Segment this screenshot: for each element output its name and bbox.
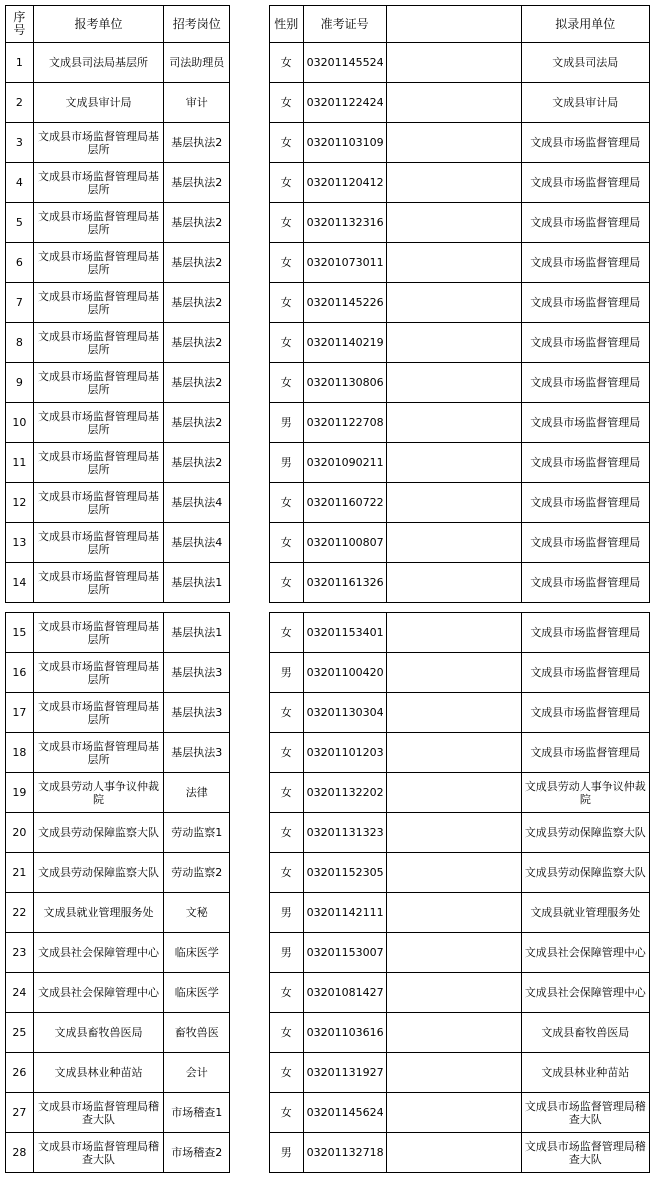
post-cell: 基层执法2: [164, 283, 230, 323]
table-row: [6, 243, 650, 283]
gender-cell: 女: [269, 813, 303, 853]
gender-cell: 女: [269, 853, 303, 893]
hire-cell: 文成县市场监督管理局: [521, 523, 649, 563]
hire-cell: 文成县社会保障管理中心: [521, 933, 649, 973]
seq-cell: 18: [6, 733, 34, 773]
hire-cell: 文成县市场监督管理局: [521, 163, 649, 203]
gender-cell: 女: [269, 1013, 303, 1053]
unit-cell: 文成县市场监督管理局基层所: [33, 323, 163, 363]
ticket-cell: 03201145624: [303, 1093, 386, 1133]
header-ticket: 准考证号: [303, 6, 386, 43]
unit-cell: 文成县市场监督管理局基层所: [33, 123, 163, 163]
ticket-cell: 03201090211: [303, 443, 386, 483]
post-cell: 基层执法2: [164, 363, 230, 403]
seq-cell: 24: [6, 973, 34, 1013]
hire-cell: 文成县市场监督管理局: [521, 283, 649, 323]
blank-cell: [386, 43, 521, 83]
gap-cell: [230, 243, 269, 283]
gender-cell: 女: [269, 483, 303, 523]
table-row: [6, 893, 650, 933]
unit-cell: 文成县市场监督管理局基层所: [33, 523, 163, 563]
post-cell: 基层执法2: [164, 323, 230, 363]
gap-cell: [230, 563, 269, 603]
gender-cell: 男: [269, 1133, 303, 1173]
gap-cell: [230, 403, 269, 443]
hire-cell: 文成县市场监督管理局稽查大队: [521, 1093, 649, 1133]
post-cell: 基层执法2: [164, 403, 230, 443]
gap-cell: [230, 83, 269, 123]
seq-cell: 2: [6, 83, 34, 123]
post-cell: 审计: [164, 83, 230, 123]
gender-cell: 女: [269, 83, 303, 123]
unit-cell: 文成县市场监督管理局基层所: [33, 363, 163, 403]
post-cell: 基层执法2: [164, 443, 230, 483]
ticket-cell: 03201132718: [303, 1133, 386, 1173]
blank-cell: [386, 973, 521, 1013]
post-cell: 会计: [164, 1053, 230, 1093]
gap-cell: [230, 523, 269, 563]
ticket-cell: 03201130806: [303, 363, 386, 403]
seq-cell: 7: [6, 283, 34, 323]
unit-cell: 文成县市场监督管理局基层所: [33, 693, 163, 733]
unit-cell: 文成县社会保障管理中心: [33, 973, 163, 1013]
ticket-cell: 03201160722: [303, 483, 386, 523]
gap-cell: [230, 283, 269, 323]
ticket-cell: 03201130304: [303, 693, 386, 733]
table-row: [6, 323, 650, 363]
unit-cell: 文成县司法局基层所: [33, 43, 163, 83]
post-cell: 基层执法4: [164, 483, 230, 523]
unit-cell: 文成县就业管理服务处: [33, 893, 163, 933]
blank-cell: [386, 283, 521, 323]
gender-cell: 女: [269, 973, 303, 1013]
post-cell: 文秘: [164, 893, 230, 933]
ticket-cell: 03201140219: [303, 323, 386, 363]
unit-cell: 文成县市场监督管理局基层所: [33, 283, 163, 323]
header-row: [6, 6, 650, 43]
unit-cell: 文成县市场监督管理局基层所: [33, 653, 163, 693]
post-cell: 基层执法2: [164, 163, 230, 203]
seq-cell: 17: [6, 693, 34, 733]
seq-cell: 23: [6, 933, 34, 973]
seq-cell: 27: [6, 1093, 34, 1133]
blank-cell: [386, 83, 521, 123]
unit-cell: 文成县畜牧兽医局: [33, 1013, 163, 1053]
unit-cell: 文成县市场监督管理局基层所: [33, 563, 163, 603]
gender-cell: 男: [269, 933, 303, 973]
table-row: [6, 523, 650, 563]
table-row: [6, 613, 650, 653]
blank-cell: [386, 203, 521, 243]
seq-cell: 10: [6, 403, 34, 443]
gap-cell: [230, 203, 269, 243]
seq-cell: 3: [6, 123, 34, 163]
ticket-cell: 03201101203: [303, 733, 386, 773]
header-seq: 序号: [6, 6, 34, 43]
hire-cell: 文成县市场监督管理局: [521, 363, 649, 403]
unit-cell: 文成县市场监督管理局基层所: [33, 163, 163, 203]
seq-cell: 9: [6, 363, 34, 403]
seq-cell: 4: [6, 163, 34, 203]
gap-cell: [230, 43, 269, 83]
table-row: [6, 563, 650, 603]
hire-cell: 文成县市场监督管理局: [521, 443, 649, 483]
post-cell: 基层执法1: [164, 563, 230, 603]
header-gender: 性别: [269, 6, 303, 43]
table-row: [6, 1013, 650, 1053]
post-cell: 劳动监察2: [164, 853, 230, 893]
gap-cell: [230, 1053, 269, 1093]
post-cell: 基层执法2: [164, 243, 230, 283]
header-gap: [230, 6, 269, 43]
ticket-cell: 03201103616: [303, 1013, 386, 1053]
table-row: [6, 403, 650, 443]
blank-cell: [386, 613, 521, 653]
gap-cell: [230, 483, 269, 523]
post-cell: 市场稽查2: [164, 1133, 230, 1173]
hire-cell: 文成县劳动保障监察大队: [521, 853, 649, 893]
ticket-cell: 03201132316: [303, 203, 386, 243]
post-cell: 基层执法3: [164, 653, 230, 693]
gap-cell: [230, 443, 269, 483]
gender-cell: 女: [269, 733, 303, 773]
unit-cell: 文成县市场监督管理局基层所: [33, 483, 163, 523]
post-cell: 基层执法3: [164, 733, 230, 773]
post-cell: 法律: [164, 773, 230, 813]
gender-cell: 男: [269, 893, 303, 933]
table-row: [6, 83, 650, 123]
blank-cell: [386, 163, 521, 203]
seq-cell: 21: [6, 853, 34, 893]
blank-cell: [386, 653, 521, 693]
gap-cell: [230, 773, 269, 813]
post-cell: 基层执法1: [164, 613, 230, 653]
ticket-cell: 03201122424: [303, 83, 386, 123]
ticket-cell: 03201153007: [303, 933, 386, 973]
table-row: [6, 283, 650, 323]
hire-cell: 文成县劳动保障监察大队: [521, 813, 649, 853]
gender-cell: 女: [269, 43, 303, 83]
seq-cell: 28: [6, 1133, 34, 1173]
hire-cell: 文成县市场监督管理局: [521, 563, 649, 603]
unit-cell: 文成县劳动保障监察大队: [33, 813, 163, 853]
hire-cell: 文成县畜牧兽医局: [521, 1013, 649, 1053]
blank-cell: [386, 1013, 521, 1053]
blank-cell: [386, 123, 521, 163]
blank-cell: [386, 773, 521, 813]
gender-cell: 男: [269, 653, 303, 693]
post-cell: 畜牧兽医: [164, 1013, 230, 1053]
table-row: [6, 1053, 650, 1093]
gender-cell: 女: [269, 363, 303, 403]
seq-cell: 22: [6, 893, 34, 933]
gap-cell: [230, 933, 269, 973]
table-row: [6, 653, 650, 693]
gap-cell: [230, 1013, 269, 1053]
gap-cell: [230, 613, 269, 653]
post-cell: 临床医学: [164, 973, 230, 1013]
gap-cell: [230, 893, 269, 933]
unit-cell: 文成县市场监督管理局基层所: [33, 443, 163, 483]
seq-cell: 5: [6, 203, 34, 243]
seq-cell: 14: [6, 563, 34, 603]
table-row: [6, 1133, 650, 1173]
hire-cell: 文成县市场监督管理局: [521, 243, 649, 283]
blank-cell: [386, 1133, 521, 1173]
header-unit: 报考单位: [33, 6, 163, 43]
blank-cell: [386, 853, 521, 893]
ticket-cell: 03201145226: [303, 283, 386, 323]
hire-cell: 文成县市场监督管理局稽查大队: [521, 1133, 649, 1173]
table-row: [6, 773, 650, 813]
seq-cell: 15: [6, 613, 34, 653]
blank-cell: [386, 933, 521, 973]
blank-cell: [386, 1053, 521, 1093]
ticket-cell: 03201153401: [303, 613, 386, 653]
gender-cell: 女: [269, 523, 303, 563]
blank-cell: [386, 693, 521, 733]
table-row: [6, 853, 650, 893]
table-row: [6, 203, 650, 243]
blank-cell: [386, 323, 521, 363]
hire-cell: 文成县司法局: [521, 43, 649, 83]
hire-cell: 文成县市场监督管理局: [521, 653, 649, 693]
post-cell: 劳动监察1: [164, 813, 230, 853]
table-row: [6, 443, 650, 483]
hire-cell: 文成县社会保障管理中心: [521, 973, 649, 1013]
gap-cell: [230, 733, 269, 773]
unit-cell: 文成县市场监督管理局基层所: [33, 613, 163, 653]
seq-cell: 13: [6, 523, 34, 563]
hire-cell: 文成县市场监督管理局: [521, 203, 649, 243]
gap-cell: [230, 1133, 269, 1173]
gender-cell: 女: [269, 693, 303, 733]
blank-cell: [386, 483, 521, 523]
gap-cell: [230, 363, 269, 403]
hire-cell: 文成县就业管理服务处: [521, 893, 649, 933]
header-post: 招考岗位: [164, 6, 230, 43]
ticket-cell: 03201081427: [303, 973, 386, 1013]
table-row: [6, 163, 650, 203]
seq-cell: 1: [6, 43, 34, 83]
post-cell: 基层执法3: [164, 693, 230, 733]
gender-cell: 女: [269, 123, 303, 163]
seq-cell: 6: [6, 243, 34, 283]
gap-cell: [230, 123, 269, 163]
ticket-cell: 03201073011: [303, 243, 386, 283]
gender-cell: 女: [269, 163, 303, 203]
blank-cell: [386, 523, 521, 563]
seq-cell: 25: [6, 1013, 34, 1053]
ticket-cell: 03201131927: [303, 1053, 386, 1093]
unit-cell: 文成县劳动保障监察大队: [33, 853, 163, 893]
blank-cell: [386, 243, 521, 283]
gap-cell: [230, 163, 269, 203]
blank-cell: [386, 443, 521, 483]
unit-cell: 文成县市场监督管理局基层所: [33, 243, 163, 283]
ticket-cell: 03201120412: [303, 163, 386, 203]
blank-cell: [386, 733, 521, 773]
blank-cell: [386, 893, 521, 933]
seq-cell: 11: [6, 443, 34, 483]
hire-cell: 文成县市场监督管理局: [521, 613, 649, 653]
hire-cell: 文成县林业种苗站: [521, 1053, 649, 1093]
ticket-cell: 03201142111: [303, 893, 386, 933]
unit-cell: 文成县市场监督管理局稽查大队: [33, 1133, 163, 1173]
result-table-part2: [5, 612, 650, 1173]
blank-cell: [386, 563, 521, 603]
table-row: [6, 43, 650, 83]
gender-cell: 女: [269, 1053, 303, 1093]
post-cell: 司法助理员: [164, 43, 230, 83]
header-hire: 拟录用单位: [521, 6, 649, 43]
ticket-cell: 03201103109: [303, 123, 386, 163]
seq-cell: 26: [6, 1053, 34, 1093]
gap-cell: [230, 813, 269, 853]
blank-cell: [386, 813, 521, 853]
table-row: [6, 933, 650, 973]
seq-cell: 16: [6, 653, 34, 693]
post-cell: 基层执法4: [164, 523, 230, 563]
gender-cell: 男: [269, 403, 303, 443]
unit-cell: 文成县市场监督管理局基层所: [33, 203, 163, 243]
gender-cell: 女: [269, 323, 303, 363]
unit-cell: 文成县市场监督管理局基层所: [33, 733, 163, 773]
hire-cell: 文成县市场监督管理局: [521, 693, 649, 733]
gender-cell: 女: [269, 773, 303, 813]
ticket-cell: 03201100420: [303, 653, 386, 693]
gap-cell: [230, 973, 269, 1013]
ticket-cell: 03201132202: [303, 773, 386, 813]
gender-cell: 女: [269, 1093, 303, 1133]
gap-cell: [230, 1093, 269, 1133]
post-cell: 基层执法2: [164, 203, 230, 243]
unit-cell: 文成县审计局: [33, 83, 163, 123]
gap-cell: [230, 693, 269, 733]
unit-cell: 文成县林业种苗站: [33, 1053, 163, 1093]
table-row: [6, 483, 650, 523]
table-row: [6, 693, 650, 733]
gender-cell: 女: [269, 243, 303, 283]
hire-cell: 文成县市场监督管理局: [521, 483, 649, 523]
table-row: [6, 1093, 650, 1133]
gender-cell: 男: [269, 443, 303, 483]
blank-cell: [386, 363, 521, 403]
table-row: [6, 363, 650, 403]
hire-cell: 文成县市场监督管理局: [521, 123, 649, 163]
seq-cell: 19: [6, 773, 34, 813]
gender-cell: 女: [269, 563, 303, 603]
table-row: [6, 813, 650, 853]
ticket-cell: 03201145524: [303, 43, 386, 83]
unit-cell: 文成县市场监督管理局稽查大队: [33, 1093, 163, 1133]
ticket-cell: 03201131323: [303, 813, 386, 853]
gap-cell: [230, 653, 269, 693]
post-cell: 临床医学: [164, 933, 230, 973]
post-cell: 市场稽查1: [164, 1093, 230, 1133]
table-row: [6, 123, 650, 163]
gender-cell: 女: [269, 613, 303, 653]
gender-cell: 女: [269, 203, 303, 243]
table-row: [6, 973, 650, 1013]
ticket-cell: 03201152305: [303, 853, 386, 893]
ticket-cell: 03201161326: [303, 563, 386, 603]
unit-cell: 文成县劳动人事争议仲裁院: [33, 773, 163, 813]
table-row: [6, 733, 650, 773]
hire-cell: 文成县审计局: [521, 83, 649, 123]
blank-cell: [386, 1093, 521, 1133]
hire-cell: 文成县市场监督管理局: [521, 323, 649, 363]
gap-cell: [230, 323, 269, 363]
result-table-part1: [5, 5, 650, 603]
gap-cell: [230, 853, 269, 893]
ticket-cell: 03201122708: [303, 403, 386, 443]
seq-cell: 20: [6, 813, 34, 853]
seq-cell: 8: [6, 323, 34, 363]
post-cell: 基层执法2: [164, 123, 230, 163]
header-blank: [386, 6, 521, 43]
unit-cell: 文成县市场监督管理局基层所: [33, 403, 163, 443]
seq-cell: 12: [6, 483, 34, 523]
ticket-cell: 03201100807: [303, 523, 386, 563]
hire-cell: 文成县市场监督管理局: [521, 733, 649, 773]
hire-cell: 文成县市场监督管理局: [521, 403, 649, 443]
hire-cell: 文成县劳动人事争议仲裁院: [521, 773, 649, 813]
blank-cell: [386, 403, 521, 443]
unit-cell: 文成县社会保障管理中心: [33, 933, 163, 973]
gender-cell: 女: [269, 283, 303, 323]
